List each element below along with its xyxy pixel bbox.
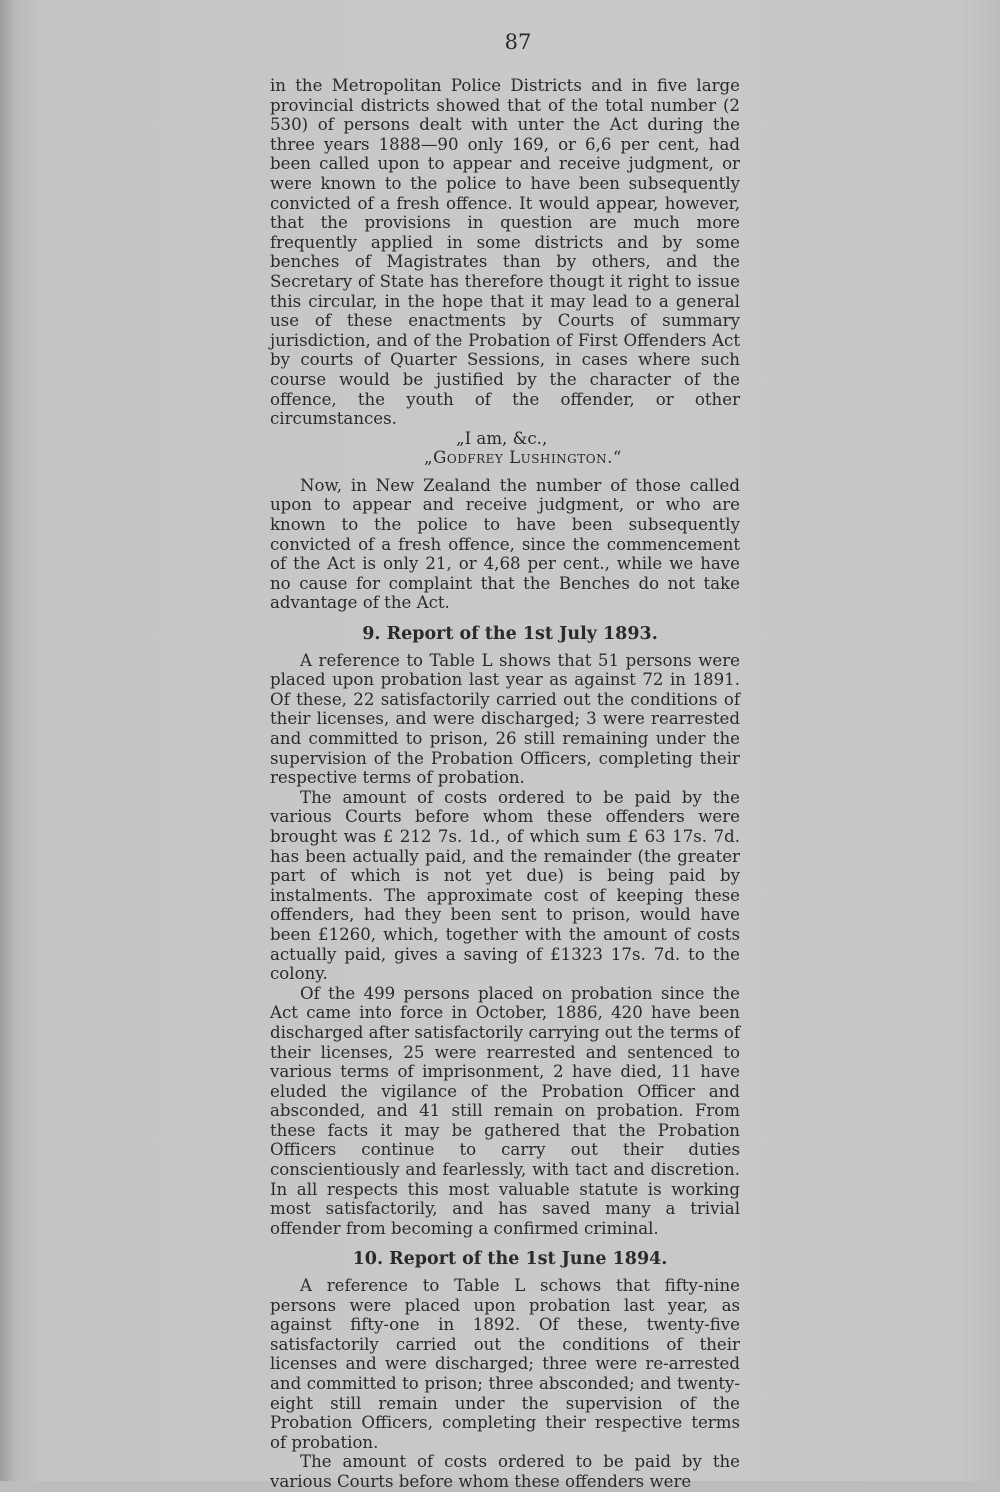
section-9-paragraph-2: The amount of costs ordered to be paid by the various Courts before whom these offenders were brought was £ 212 7s. 1d., of which sum £ 63 17s. 7d. has been actually paid, and the remainder (the greater part of which is not yet due) is being paid by instalments. The approximate cost of keeping these offenders, had they been sent to prison, would have been £1260, which, together with the amount of costs actually paid, gives a saving of £1323 17s. 7d. to the colony.: [270, 787, 740, 984]
section-heading-10: 10. Report of the 1st June 1894.: [352, 1249, 668, 1270]
section-heading-9: 9. Report of the 1st July 1893.: [362, 624, 658, 645]
letter-signature: „Godfrey Lushington.“: [424, 448, 622, 468]
circular-body: in the Metropolitan Police Districts and in five large provincial districts showed that of the total number (2 530) of persons dealt with unter the Act during the three years 1888—90 only 169, or 6,6 per cent, had been called upon to appear and receive judgment, or were known to the police to have been subsequently convicted of a fresh offence. It would appear, however, that the provisions in question are much more frequently applied in some districts and by some benches of Magistrates than by others, and the Secretary of State has therefore thougt it right to issue this circular, in the hope that it may lead to a general use of these enactments by Courts of summary jurisdiction, and of the Probation of First Offenders Act by courts of Quarter Sessions, in cases where such course would be justified by the character of the offence, the youth of the offender, or other circumstances.: [270, 76, 740, 429]
commentary-paragraph: Now, in New Zealand the number of those called upon to appear and receive judgment, or who are known to the police to have been subsequently convicted of a fresh offence, since the commencement of the Act is only 21, or 4,68 per cent., while we have no cause for complaint that the Benches do not take advantage of the Act.: [270, 475, 740, 613]
section-9-paragraph-1: A reference to Table L shows that 51 persons were placed upon probation last year as against 72 in 1891. Of these, 22 satisfactorily carried out the conditions of their licenses, and were discharged; 3 were rearrested and committed to prison, 26 still remaining under the supervision of the Probation Officers, completing their respective terms of probation.: [270, 650, 740, 788]
text-column: [270, 76, 740, 1492]
section-10-paragraph-1: A reference to Table L schows that fifty-nine persons were placed upon probation last year, as against fifty-one in 1892. Of these, twenty-five satisfactorily carried out the conditions of their licenses and were discharged; three were re-arrested and committed to prison; three absconded; and twenty-eight still remain under the supervision of the Probation Officers, completing their respective terms of probation.: [270, 1276, 740, 1452]
section-9-paragraph-3: Of the 499 persons placed on probation since the Act came into force in October, 1886, 420 have been discharged after satisfactorily carrying out the terms of their licenses, 25 were rearrested and sentenced to various terms of imprisonment, 2 have died, 11 have eluded the vigilance of the Probation Officer and absconded, and 41 still remain on probation. From these facts it may be gathered that the Probation Officers continue to carry out their duties conscientiously and fearlessly, with tact and discretion. In all respects this most valuable statute is working most satisfactorily, and has saved many a trivial offender from becoming a confirmed criminal.: [270, 983, 740, 1238]
letter-closing: „I am, &c.,: [456, 428, 548, 448]
page-number: 87: [504, 30, 532, 54]
section-10-paragraph-2: The amount of costs ordered to be paid by the various Courts before whom these offenders were: [270, 1452, 740, 1491]
